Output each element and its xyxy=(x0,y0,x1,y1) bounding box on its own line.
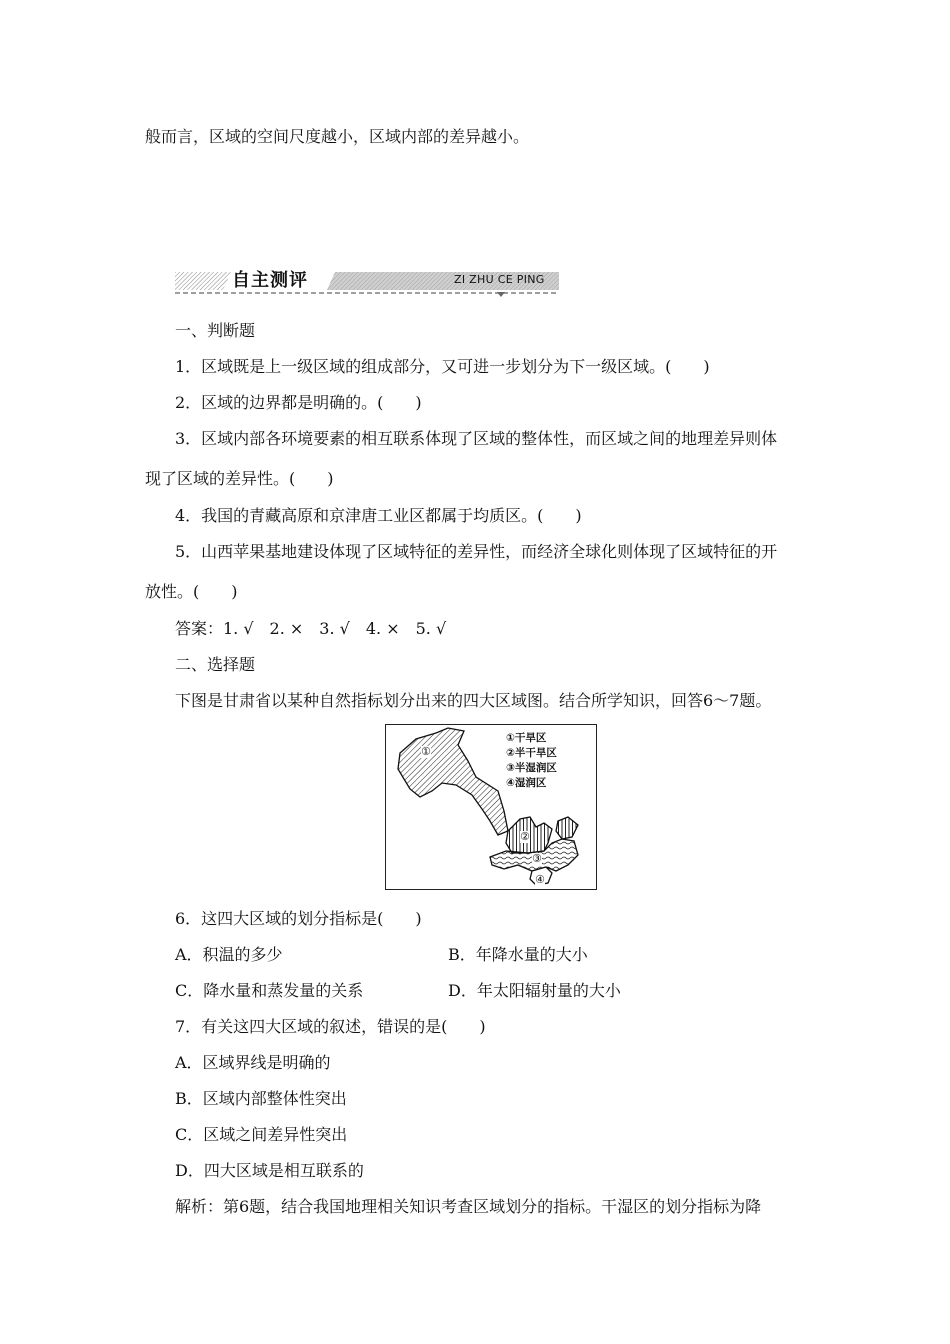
question-5-line2: 放性。( ) xyxy=(145,582,238,601)
gansu-region-map xyxy=(385,724,597,890)
banner-subtitle: ZI ZHU CE PING xyxy=(454,273,545,286)
question-5-line1: 5．山西苹果基地建设体现了区域特征的差异性，而经济全球化则体现了区域特征的开 xyxy=(175,542,778,561)
section2-intro: 下图是甘肃省以某种自然指标划分出来的四大区域图。结合所学知识，回答6～7题。 xyxy=(175,691,772,710)
map-label-3: ③ xyxy=(532,852,542,865)
question-2: 2．区域的边界都是明确的。( ) xyxy=(175,393,422,412)
q7-option-a: A．区域界线是明确的 xyxy=(175,1053,331,1072)
question-3-line2: 现了区域的差异性。( ) xyxy=(145,469,334,488)
region-semi-arid-east xyxy=(556,817,578,839)
intro-tail-text: 般而言，区域的空间尺度越小，区域内部的差异越小。 xyxy=(145,127,530,146)
gansu-map-graphic xyxy=(386,725,596,889)
q6-option-a: A．积温的多少 xyxy=(175,945,283,964)
question-7: 7．有关这四大区域的叙述，错误的是( ) xyxy=(175,1017,486,1036)
q7-option-d: D．四大区域是相互联系的 xyxy=(175,1161,364,1180)
answer-line: 答案：1. √ 2. × 3. √ 4. × 5. √ xyxy=(175,619,447,638)
map-legend-semi-humid: ③半湿润区 xyxy=(506,762,557,774)
q6-option-c: C．降水量和蒸发量的关系 xyxy=(175,981,364,1000)
question-1: 1．区域既是上一级区域的组成部分，又可进一步划分为下一级区域。( ) xyxy=(175,357,710,376)
map-label-1: ① xyxy=(421,745,431,758)
analysis-text: 解析：第6题，结合我国地理相关知识考查区域划分的指标。干湿区的划分指标为降 xyxy=(175,1197,762,1216)
q7-option-b: B．区域内部整体性突出 xyxy=(175,1089,347,1108)
q7-option-c: C．区域之间差异性突出 xyxy=(175,1125,348,1144)
question-3-line1: 3．区域内部各环境要素的相互联系体现了区域的整体性，而区域之间的地理差异则体 xyxy=(175,429,778,448)
question-6: 6．这四大区域的划分指标是( ) xyxy=(175,909,422,928)
q6-option-d: D．年太阳辐射量的大小 xyxy=(448,981,621,1000)
section1-heading: 一、判断题 xyxy=(175,321,256,340)
map-legend-humid: ④湿润区 xyxy=(506,777,547,789)
map-legend-semi-arid: ②半干旱区 xyxy=(506,747,557,759)
map-legend-arid: ①干旱区 xyxy=(506,732,547,744)
map-label-2: ② xyxy=(520,830,530,843)
section2-heading: 二、选择题 xyxy=(175,655,256,674)
map-label-4: ④ xyxy=(535,873,545,886)
banner-title: 自主测评 xyxy=(232,270,308,291)
q6-option-b: B．年降水量的大小 xyxy=(448,945,588,964)
question-4: 4．我国的青藏高原和京津唐工业区都属于均质区。( ) xyxy=(175,506,582,525)
region-arid xyxy=(398,728,508,835)
